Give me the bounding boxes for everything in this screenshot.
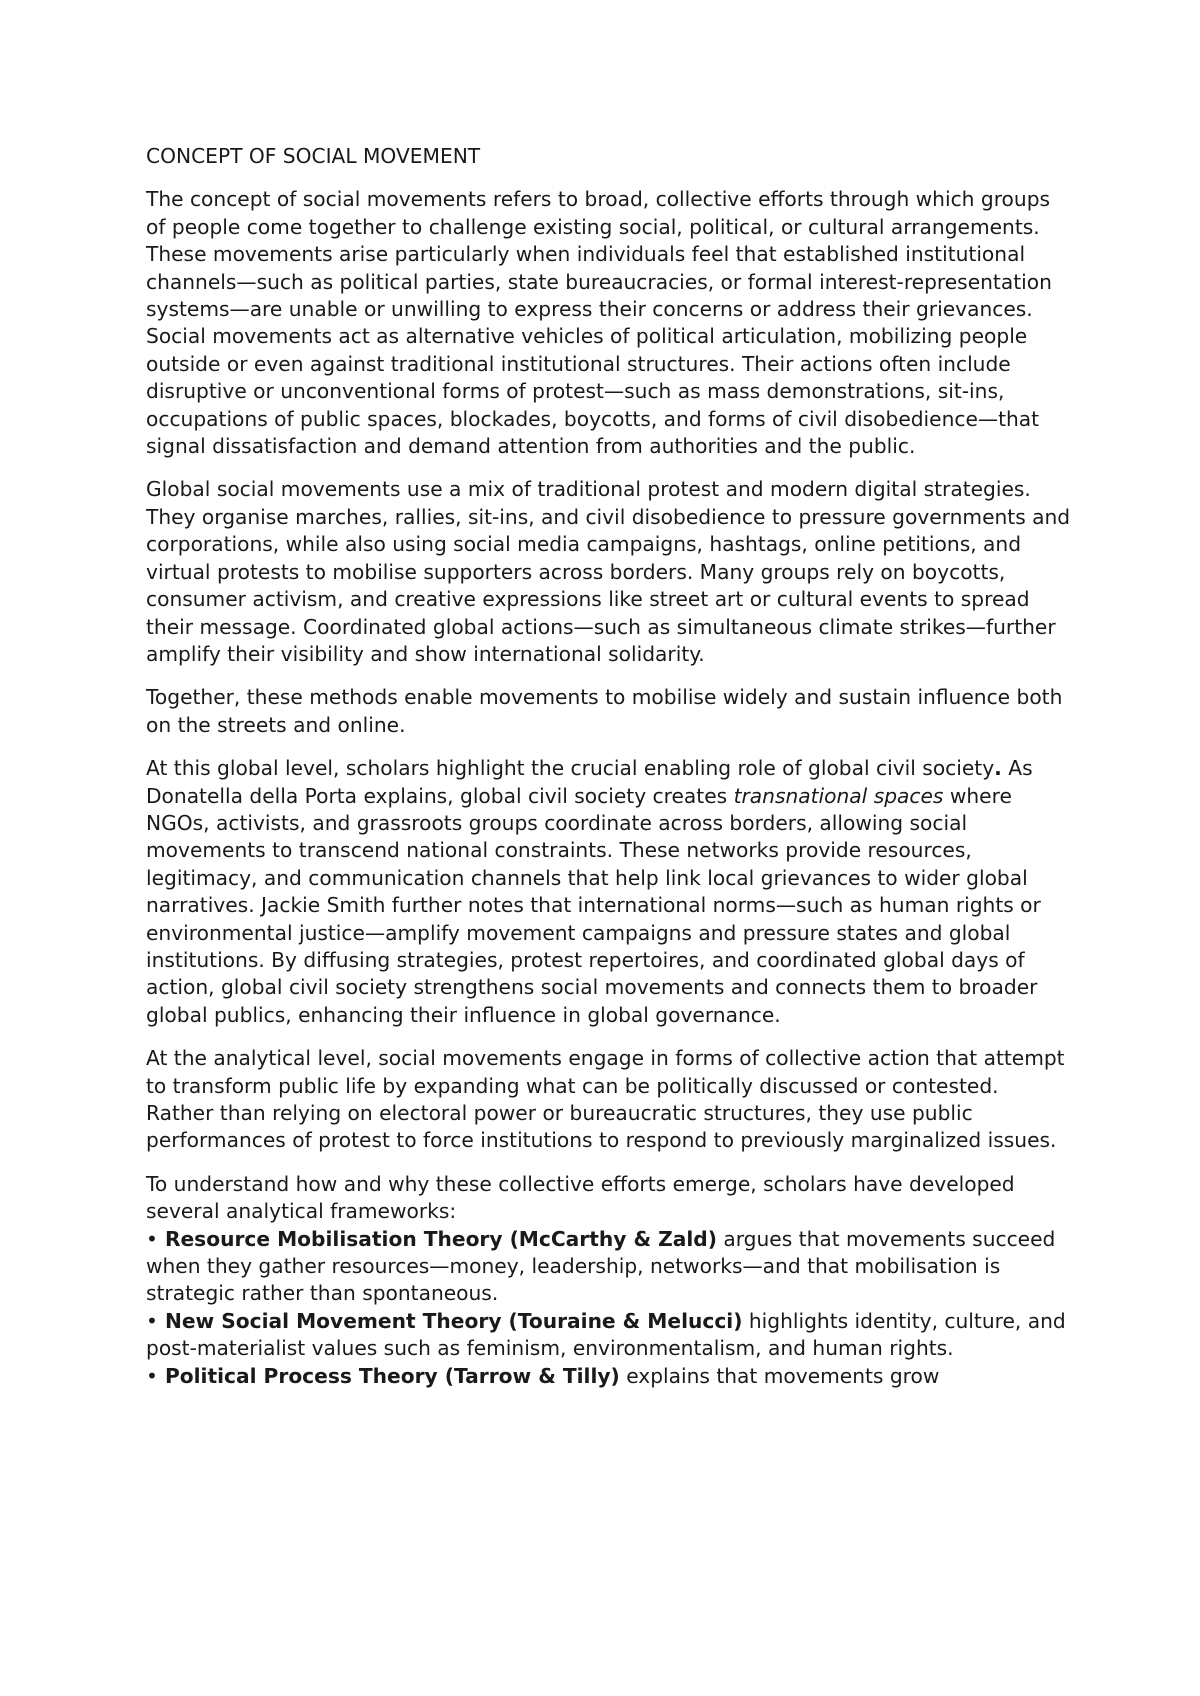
- page-title: CONCEPT OF SOCIAL MOVEMENT: [146, 144, 481, 168]
- bold-period: .: [994, 756, 1002, 781]
- theory-description: explains that movements grow: [619, 1363, 940, 1388]
- theory-name: New Social Movement Theory (Touraine & Melucci): [157, 1308, 743, 1333]
- paragraph-concept: The concept of social movements refers to broad, collective efforts through which groups of people come together to challenge existing social, political, or cultural arrangements. These movements arise particularly when individuals feel that established institutional channels—such as political parties, state bureaucracies, or formal interest-representation systems—are unable or unwilling to express their concerns or address their grievances. Social movements act as alternative vehicles of political articulation, mobilizing people outside or even against traditional institutional structures. Their actions often include disruptive or unconventional forms of protest—such as mass demonstrations, sit-ins, occupations of public spaces, blockades, boycotts, and forms of civil disobedience—that signal dissatisfaction and demand attention from authorities and the public.: [146, 187, 1052, 459]
- paragraph-methods: Together, these methods enable movements to mobilise widely and sustain influence both on the streets and online.: [146, 685, 1063, 737]
- bullet-marker: •: [146, 1363, 158, 1388]
- paragraph-text: At this global level, scholars highlight the crucial enabling role of global civil society: [146, 756, 995, 781]
- paragraph-text: As Donatella della Porta explains, global civil society creates: [146, 756, 1033, 808]
- italic-term: transnational spaces: [733, 783, 944, 808]
- bullet-marker: •: [146, 1308, 158, 1333]
- theory-description: argues that movements succeed when they gather resources—money, leadership, networks—and that mobilisation is strategic rather than spontaneous.: [146, 1226, 1056, 1306]
- theory-description: highlights identity, culture, and post-materialist values such as feminism, environmentalism, and human rights.: [146, 1308, 1066, 1361]
- frameworks-intro: To understand how and why these collective efforts emerge, scholars have developed several analytical frameworks:: [146, 1171, 1015, 1224]
- list-item: [146, 1226, 1071, 1308]
- paragraph-analytical-level: At the analytical level, social movements engage in forms of collective action that attempt to transform public life by expanding what can be politically discussed or contested. Rather than relying on electoral power or bureaucratic structures, they use public performances of protest to force institutions to respond to previously marginalized issues.: [146, 1046, 1065, 1153]
- list-item: [146, 1363, 1071, 1390]
- list-item: [146, 1308, 1071, 1363]
- document-body: [146, 143, 1071, 1390]
- paragraph-strategies: Global social movements use a mix of traditional protest and modern digital strategies. They organise marches, rallies, sit-ins, and civil disobedience to pressure governments and corporations, while also using social media campaigns, hashtags, online petitions, and virtual protests to mobilise supporters across borders. Many groups rely on boycotts, consumer activism, and creative expressions like street art or cultural events to spread their message. Coordinated global actions—such as simultaneous climate strikes—further amplify their visibility and show international solidarity.: [146, 477, 1071, 666]
- theory-name: Political Process Theory (Tarrow & Tilly): [157, 1363, 620, 1388]
- paragraph-text: where NGOs, activists, and grassroots groups coordinate across borders, allowing social movements to transcend national constraints. These networks provide resources, legitimacy, and communication channels that help link local grievances to wider global narratives. Jackie Smith further notes that international norms—such as human rights or environmental justice—amplify movement campaigns and pressure states and global institutions. By diffusing strategies, protest repertoires, and coordinated global days of action, global civil society strengthens social movements and connects them to broader global publics, enhancing their influence in global governance.: [146, 783, 1041, 1027]
- bullet-marker: •: [146, 1226, 158, 1251]
- paragraph-global-civil-society: [146, 755, 1071, 1029]
- frameworks-section: [146, 1171, 1071, 1390]
- theory-name: Resource Mobilisation Theory (McCarthy & Zald): [157, 1226, 717, 1251]
